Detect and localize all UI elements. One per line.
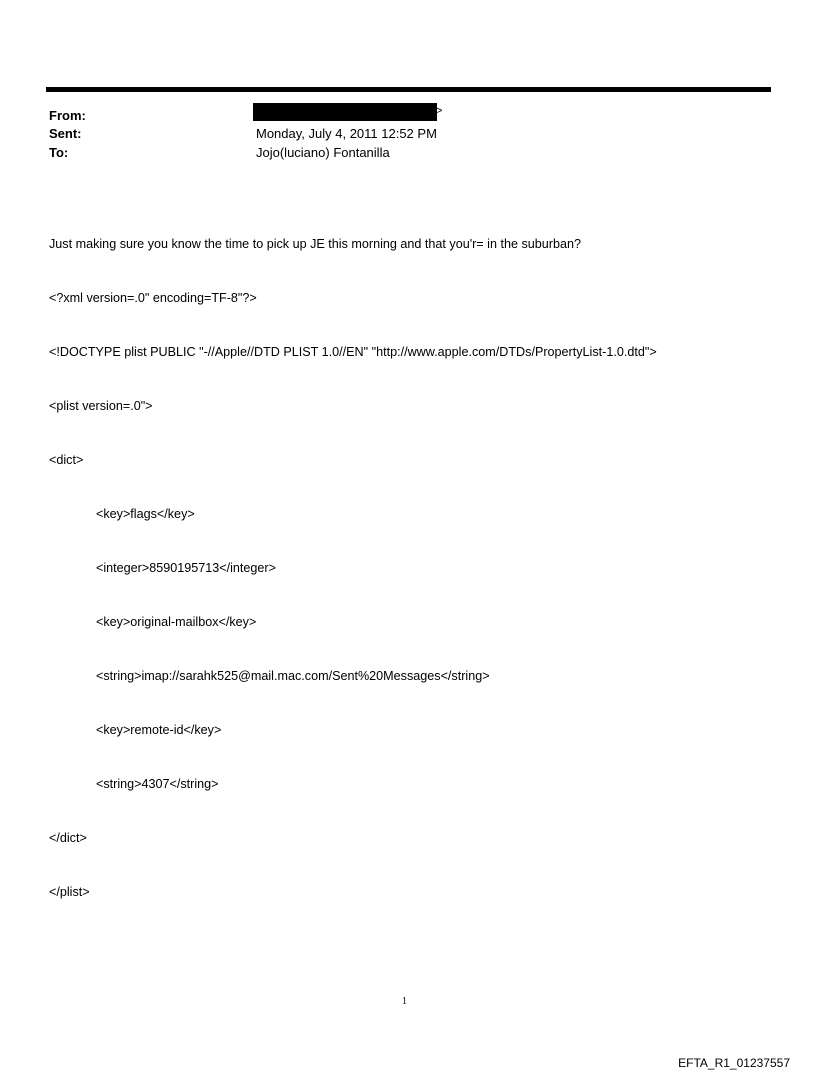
page-number: 1 xyxy=(402,996,407,1007)
body-line: Just making sure you know the time to pick up JE this morning and that you'r= in the suburban? xyxy=(49,237,581,251)
body-line: </plist> xyxy=(49,885,90,899)
from-value-tail: > xyxy=(436,105,443,117)
message-body xyxy=(49,199,769,919)
body-line: <?xml version=.0" encoding=TF-8"?> xyxy=(49,291,257,305)
body-line: <integer>8590195713</integer> xyxy=(96,561,276,575)
body-line: <string>imap://sarahk525@mail.mac.com/Sent%20Messages</string> xyxy=(96,669,490,683)
redaction-block xyxy=(253,103,437,121)
body-line: <key>flags</key> xyxy=(96,507,195,521)
header-rule xyxy=(46,87,771,92)
body-line: </dict> xyxy=(49,831,87,845)
to-value: Jojo(luciano) Fontanilla xyxy=(256,145,390,160)
document-id: EFTA_R1_01237557 xyxy=(678,1056,790,1070)
body-line: <dict> xyxy=(49,453,84,467)
body-line: <key>remote-id</key> xyxy=(96,723,222,737)
body-line: <plist version=.0"> xyxy=(49,399,153,413)
from-label: From: xyxy=(49,108,86,123)
body-line: <key>original-mailbox</key> xyxy=(96,615,257,629)
to-label: To: xyxy=(49,145,69,160)
body-line: <string>4307</string> xyxy=(96,777,219,791)
sent-label: Sent: xyxy=(49,126,82,141)
sent-value: Monday, July 4, 2011 12:52 PM xyxy=(256,126,437,141)
body-line: <!DOCTYPE plist PUBLIC "-//Apple//DTD PLIST 1.0//EN" "http://www.apple.com/DTDs/PropertyList-1.0.dtd"> xyxy=(49,345,657,359)
